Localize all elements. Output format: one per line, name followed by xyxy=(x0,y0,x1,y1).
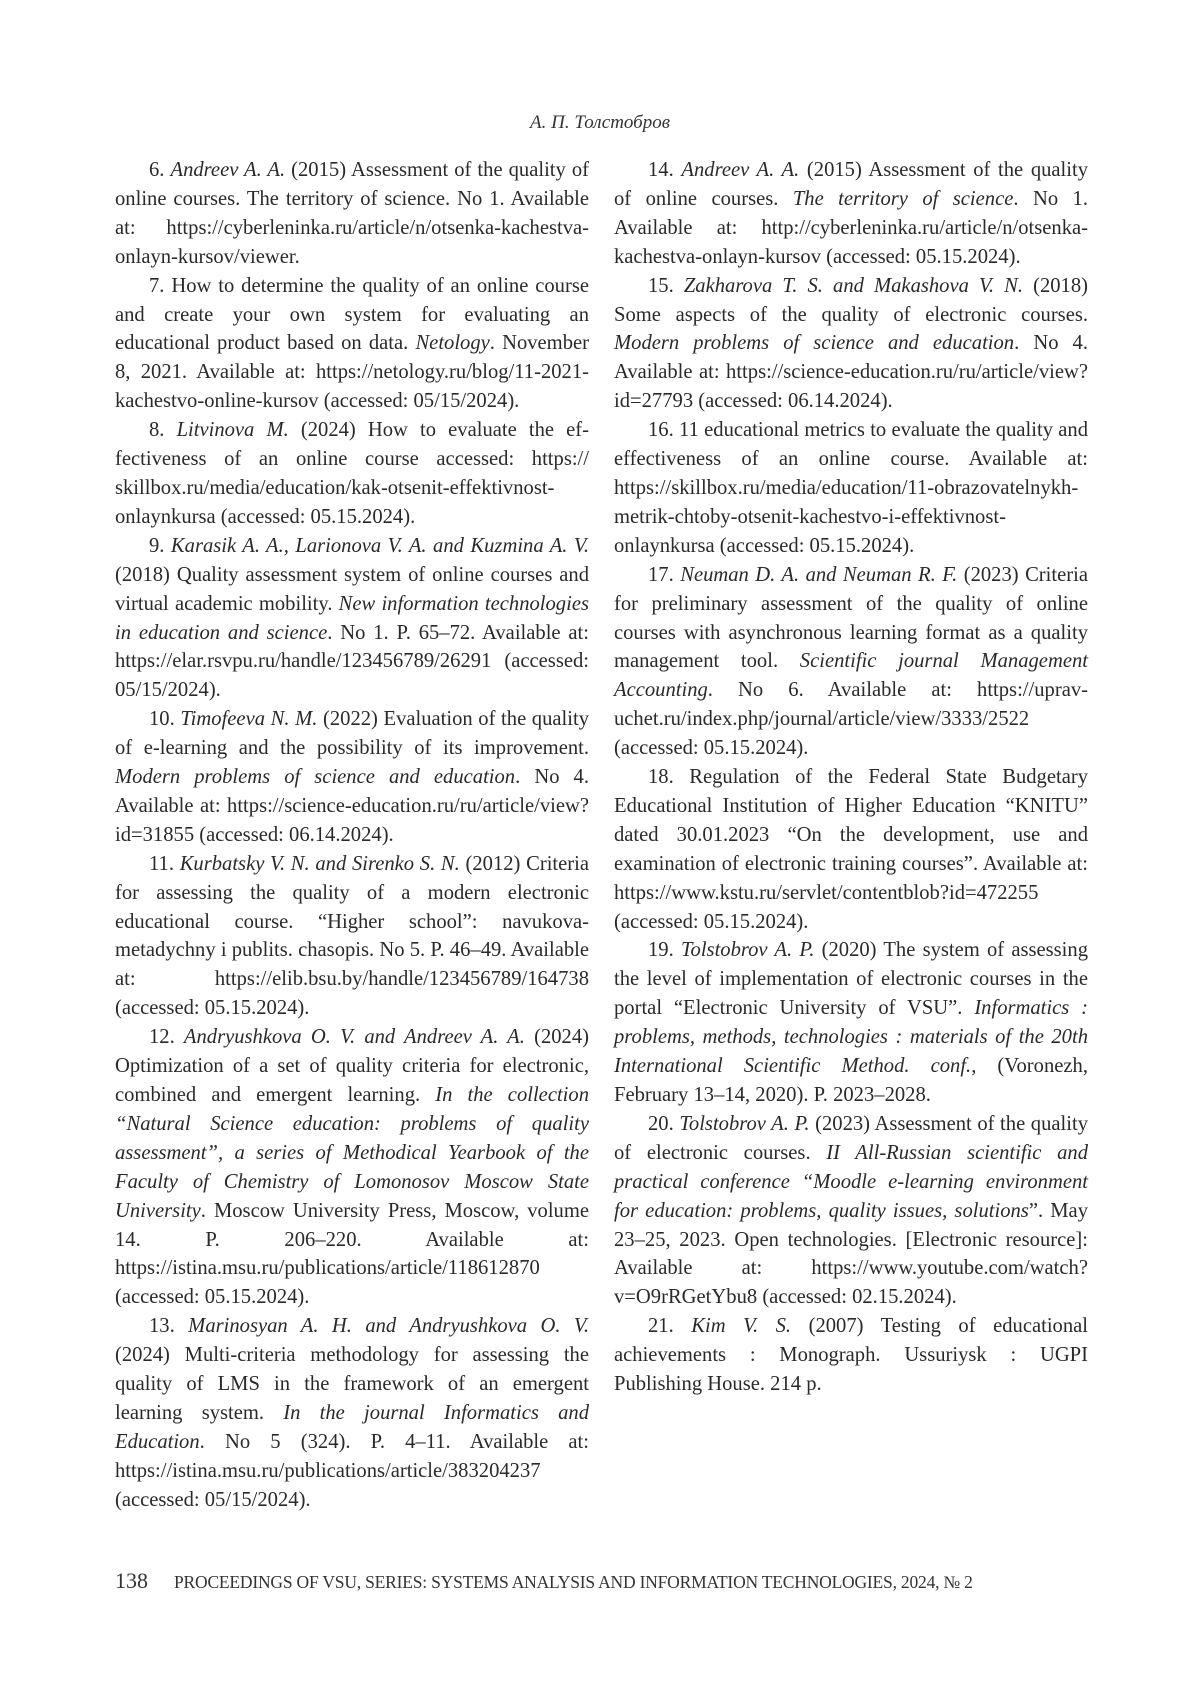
reference-italic-text: Netology xyxy=(415,332,490,355)
reference-italic-text: Zakharova T. S. and Makashova V. N. xyxy=(683,274,1024,297)
reference-item xyxy=(614,1312,1088,1399)
reference-number: 17. xyxy=(648,563,674,586)
reference-italic-text: Tolstobrov A. P. xyxy=(679,1112,810,1135)
reference-number: 8. xyxy=(149,419,165,442)
reference-text: How to determine the quality of an online course and create your own system for evaluating an educational product based on data. xyxy=(115,274,589,355)
page-number: 138 xyxy=(115,1568,148,1593)
reference-text: . Moscow University Press, Moscow, volume 14. P. 206–220. Available at: https://istina.msu.ru/publications/​article/118612870 (accessed: 05.15.2024). xyxy=(115,1199,589,1309)
reference-text: (2015) Assessment of the quality of online courses. xyxy=(614,159,1089,210)
reference-italic-text: Litvinova M. xyxy=(176,419,289,442)
reference-item xyxy=(614,272,1088,417)
reference-item xyxy=(115,1023,589,1312)
reference-text: (2023) Criteria for preliminary assessment of the quality of online courses with asynchronous learning format as a quality management tool. xyxy=(614,563,1088,673)
reference-text: ”. May 23–25, 2023. Open technologies. [Electronic resource]: Available at: https://​www.youtube.com/watch?v=O9rRGetYbu8 (accessed: 02.15.2024). xyxy=(614,1199,1088,1309)
reference-item xyxy=(614,763,1088,936)
reference-italic-text: Andreev A. A. xyxy=(681,159,800,181)
reference-number: 10. xyxy=(149,708,175,731)
reference-italic-text: Scientific journal Management Accounting xyxy=(614,650,1088,702)
reference-italic-text: Marinosyan A. H. and Andryushkova O. V. xyxy=(188,1315,589,1338)
reference-item xyxy=(614,1110,1088,1312)
reference-number: 14. xyxy=(648,159,674,181)
reference-text: (2012) Criteria for assessing the quality of a modern electronic educational course. “Higher school”: navukova-metadychny i publits. chasopis. No 5. P. 46–49. Available at: https://elib.bsu.by/handle/123456789/164738 (accessed: 05.15.2024). xyxy=(115,852,589,1020)
reference-number: 13. xyxy=(149,1315,175,1338)
reference-italic-text: Informatics : problems, methods, technologies : materials of the 20th International Scientific Method. conf. xyxy=(614,997,1088,1078)
reference-number: 9. xyxy=(149,534,165,557)
reference-italic-text: New information technologies in education and science xyxy=(115,592,589,644)
reference-item xyxy=(115,272,589,417)
reference-text: . No 4. Available at: https://science-education.ru/ru/article/view?id=31855 (accessed: 06.14.2024). xyxy=(115,766,589,846)
reference-text: (2015) Assessment of the quality of online courses. The territory of science. No 1. Available at: https://cyberleninka.ru/article/n/otsenka-kachestva-onlayn-kursov/viewer. xyxy=(115,159,589,268)
reference-text: (2024) Optimization of a set of quality criteria for electronic, combined and emergent learning. xyxy=(115,1026,589,1106)
reference-text: . No 4. Available at: https://science-education.ru/ru/article/view?id=27793 (accessed: 06.14.2024). xyxy=(614,332,1088,413)
reference-number: 16. xyxy=(648,419,674,442)
reference-text: . No 5 (324). P. 4–11. Available at: https://istina.msu.ru/publications/​article/383204237 (accessed: 05/15/2024). xyxy=(115,1430,589,1511)
reference-italic-text: Timofeeva N. M. xyxy=(180,708,318,731)
reference-italic-text: In the journal Informatics and Education xyxy=(115,1401,589,1453)
reference-number: 12. xyxy=(149,1026,175,1049)
reference-item xyxy=(115,850,589,1023)
references-column-right xyxy=(614,156,1088,1399)
reference-italic-text: In the collection “Natural Science education: problems of quality assessment”, a series of Methodical Yearbook of the Faculty of Chemistry of Lomonosov Moscow State University xyxy=(115,1084,590,1222)
reference-item xyxy=(614,561,1088,763)
reference-item xyxy=(115,705,589,850)
reference-number: 11. xyxy=(149,852,174,875)
reference-item xyxy=(614,156,1088,272)
reference-italic-text: Kim V. S. xyxy=(691,1315,792,1338)
reference-text: (2018) Some aspects of the quality of electronic courses. xyxy=(614,274,1088,326)
reference-item xyxy=(614,416,1088,561)
reference-text: (2020) The system of assessing the level of implementation of electronic courses in the portal “Electronic University of VSU”. xyxy=(614,939,1088,1020)
references-column-left xyxy=(115,156,589,1515)
reference-item xyxy=(115,156,589,272)
reference-text: . No 6. Available at: https://uprav-uchet.ru/index.php/journal/article/view/3333/2522 (accessed: 05.15.2024). xyxy=(614,679,1088,760)
reference-text: . No 1. P. 65–72. Available at: https://elar.rsvpu.ru/​handle/123456789/26291 (accessed: 05/15/2024). xyxy=(115,621,589,702)
reference-number: 6. xyxy=(149,159,165,181)
reference-italic-text: Kurbatsky V. N. and Sirenko S. N. xyxy=(179,852,460,875)
reference-italic-text: II All-Russian scientific and practical conference “Moodle e-learning environment for education: problems, quality issues, solutions xyxy=(614,1141,1088,1222)
journal-title: PROCEEDINGS OF VSU, SERIES: SYSTEMS ANALYSIS AND INFORMATION TECHNOLOGIES, 2024, № 2 xyxy=(174,1572,973,1592)
reference-text: (2018) Quality assessment system of online courses and virtual academic mobility. xyxy=(115,563,589,615)
reference-number: 7. xyxy=(149,274,165,297)
reference-number: 21. xyxy=(648,1315,674,1338)
running-head-author: А. П. Толстобров xyxy=(530,112,670,133)
reference-item xyxy=(115,416,589,532)
reference-italic-text: Andreev A. A. xyxy=(170,159,286,181)
reference-italic-text: Karasik A. A., Larionova V. A. and Kuzmina A. V. xyxy=(170,534,589,557)
reference-text: (2024) Multi-criteria methodology for assessing the quality of LMS in the framework of an emergent learning system. xyxy=(115,1344,589,1424)
reference-text: , (Voronezh, February 13–14, 2020). P. 2023–2028. xyxy=(614,1055,1088,1106)
reference-item xyxy=(115,532,589,705)
reference-italic-text: Tolstobrov A. P. xyxy=(680,939,815,962)
reference-text: 11 educational metrics to evaluate the quality and effectiveness of an online course. Available at: https://skillbox.ru/media/education/11-obrazovatelnykh-metrik-chtoby-otsenit-kachestvo-i-effektivnost-onlaynkursa (accessed: 05.15.2024). xyxy=(614,419,1088,557)
reference-text: Regulation of the Federal State Budgetary Educational Institution of Higher Education “KNITU” dated 30.01.2023 “On the development, use and examination of electronic training courses”. Available at: https://www.kstu.ru/servlet/contentblob?id=472255 (accessed: 05.15.2024). xyxy=(614,766,1088,933)
reference-text: . No 1. Available at: http://cyberleninka.ru/​article/n/otsenka-kachestva-onlayn-kursov (accessed: 05.15.2024). xyxy=(614,187,1088,268)
reference-italic-text: Modern problems of science and education xyxy=(614,332,1015,355)
reference-number: 19. xyxy=(648,939,674,962)
reference-italic-text: Modern problems of science and education xyxy=(115,766,516,789)
reference-text: (2024) How to evaluate the effectiveness of an online course accessed: https://​skillbox.ru/media/education/kak-otsenit-effektivnost-onlaynkursa (accessed: 05.15.2024). xyxy=(115,419,589,528)
reference-number: 18. xyxy=(648,766,674,789)
reference-item xyxy=(115,1312,589,1514)
reference-italic-text: Neuman D. A. and Neuman R. F. xyxy=(680,563,958,586)
reference-item xyxy=(614,936,1088,1109)
reference-text: (2007) Testing of educational achievements : Monograph. Ussuriysk : UGPI Publishing House. 214 p. xyxy=(614,1315,1088,1396)
reference-italic-text: Andryushkova O. V. and Andreev A. A. xyxy=(183,1026,525,1049)
reference-text: (2023) Assessment of the quality of electronic courses. xyxy=(614,1112,1088,1164)
reference-text: . November 8, 2021. Available at: https://netology.​ru/blog/11-2021-kachestvo-online-kursov (accessed: 05/15/2024). xyxy=(115,332,590,413)
reference-text: (2022) Evaluation of the quality of e-learning and the possibility of its improvement. xyxy=(115,708,589,760)
page-footer xyxy=(115,1568,1089,1594)
reference-number: 20. xyxy=(648,1112,674,1135)
reference-italic-text: The territory of science xyxy=(792,187,1014,210)
reference-number: 15. xyxy=(648,274,674,297)
